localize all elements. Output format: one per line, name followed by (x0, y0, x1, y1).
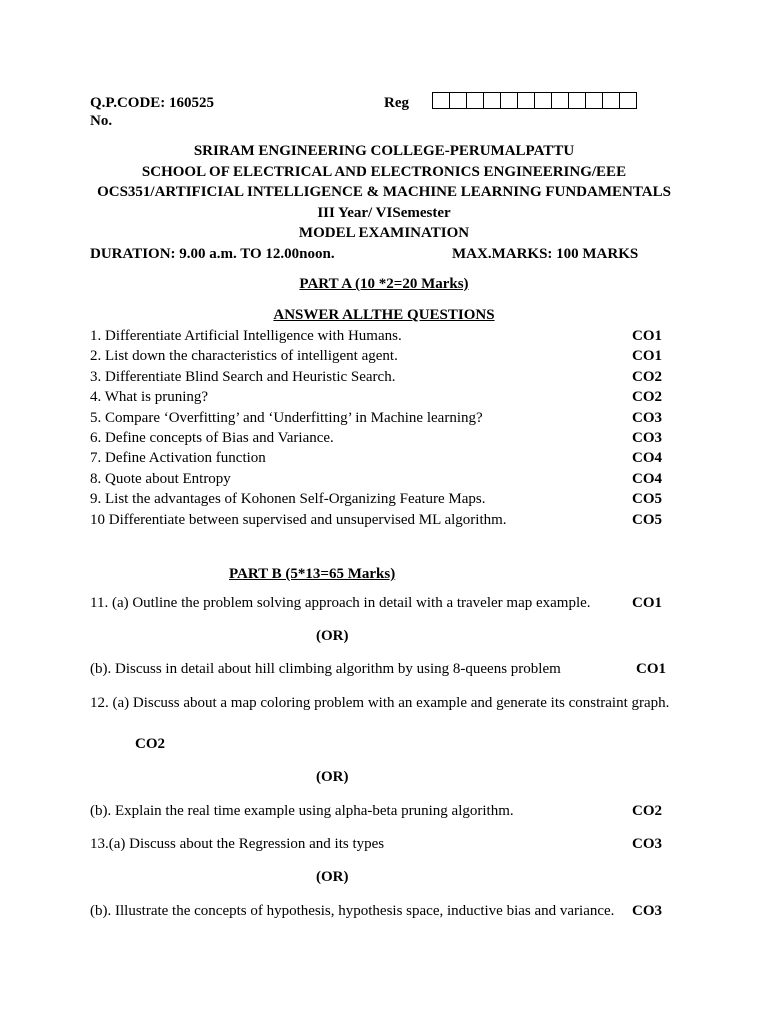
question-13a-co: CO3 (632, 836, 662, 852)
question-12b: (b). Explain the real time example using alpha-beta pruning algorithm. (90, 803, 514, 819)
part-a-question: 1. Differentiate Artificial Intelligence with Humans. (90, 328, 402, 344)
register-number-boxes[interactable] (432, 92, 637, 109)
duration: DURATION: 9.00 a.m. TO 12.00noon. (90, 246, 335, 262)
part-a-question: 10 Differentiate between supervised and unsupervised ML algorithm. (90, 511, 507, 528)
question-12a-co: CO2 (135, 736, 165, 752)
question-12a: 12. (a) Discuss about a map coloring problem with an example and generate its constraint graph. (90, 695, 670, 711)
max-marks: MAX.MARKS: 100 MARKS (452, 246, 639, 262)
reg-digit-box[interactable] (602, 92, 620, 109)
part-a-instruction: ANSWER ALLTHE QUESTIONS (273, 307, 495, 323)
part-a-question: 5. Compare ‘Overfitting’ and ‘Underfitting’ in Machine learning? (90, 409, 483, 426)
part-a-question-co: CO3 (632, 409, 662, 426)
part-a-question: 8. Quote about Entropy (90, 470, 231, 487)
question-13b: (b). Illustrate the concepts of hypothesis, hypothesis space, inductive bias and variance. (90, 903, 615, 919)
part-a-question: 3. Differentiate Blind Search and Heuristic Search. (90, 368, 396, 385)
reg-digit-box[interactable] (534, 92, 552, 109)
question-13a: 13.(a) Discuss about the Regression and its types (90, 836, 385, 852)
question-11b-co: CO1 (636, 661, 666, 677)
question-11a: 11. (a) Outline the problem solving approach in detail with a traveler map example. (90, 595, 591, 611)
part-a-question-co: CO3 (632, 430, 662, 446)
reg-digit-box[interactable] (449, 92, 467, 109)
no-label: No. (90, 113, 113, 129)
part-a-question-co: CO2 (632, 368, 662, 385)
part-a-question-co: CO5 (632, 491, 662, 508)
part-a-heading: PART A (10 *2=20 Marks) (299, 276, 469, 292)
course-title: OCS351/ARTIFICIAL INTELLIGENCE & MACHINE LEARNING FUNDAMENTALS (97, 184, 671, 200)
reg-digit-box[interactable] (483, 92, 501, 109)
qp-code: Q.P.CODE: 160525 (90, 95, 215, 111)
part-a-question: 2. List down the characteristics of intelligent agent. (90, 348, 398, 365)
reg-digit-box[interactable] (500, 92, 518, 109)
college-name: SRIRAM ENGINEERING COLLEGE-PERUMALPATTU (193, 143, 575, 159)
or-label-13: (OR) (316, 869, 349, 885)
reg-digit-box[interactable] (619, 92, 637, 109)
part-a-question-co: CO4 (632, 450, 662, 467)
reg-digit-box[interactable] (568, 92, 586, 109)
part-b-heading: PART B (5*13=65 Marks) (229, 566, 396, 582)
or-label-12: (OR) (316, 769, 349, 785)
reg-digit-box[interactable] (466, 92, 484, 109)
question-11a-co: CO1 (632, 595, 662, 611)
reg-digit-box[interactable] (585, 92, 603, 109)
part-a-question-co: CO1 (632, 348, 662, 365)
part-a-question-co: CO5 (632, 511, 662, 528)
part-a-question: 9. List the advantages of Kohonen Self-Organizing Feature Maps. (90, 491, 486, 508)
part-a-question: 7. Define Activation function (90, 450, 266, 467)
exam-name: MODEL EXAMINATION (298, 225, 470, 241)
part-a-question-co: CO2 (632, 389, 662, 406)
school-name: SCHOOL OF ELECTRICAL AND ELECTRONICS ENGINEERING/EEE (141, 164, 627, 180)
part-a-question: 6. Define concepts of Bias and Variance. (90, 430, 334, 446)
part-a-question: 4. What is pruning? (90, 389, 209, 406)
question-13b-co: CO3 (632, 903, 662, 919)
reg-digit-box[interactable] (432, 92, 450, 109)
part-a-question-co: CO1 (632, 328, 662, 344)
year-semester: III Year/ VISemester (317, 205, 451, 221)
reg-label: Reg (384, 95, 409, 111)
reg-digit-box[interactable] (517, 92, 535, 109)
part-a-question-co: CO4 (632, 470, 662, 487)
or-label-11: (OR) (316, 628, 349, 644)
reg-digit-box[interactable] (551, 92, 569, 109)
question-11b: (b). Discuss in detail about hill climbing algorithm by using 8-queens problem (90, 661, 561, 677)
question-12b-co: CO2 (632, 803, 662, 819)
